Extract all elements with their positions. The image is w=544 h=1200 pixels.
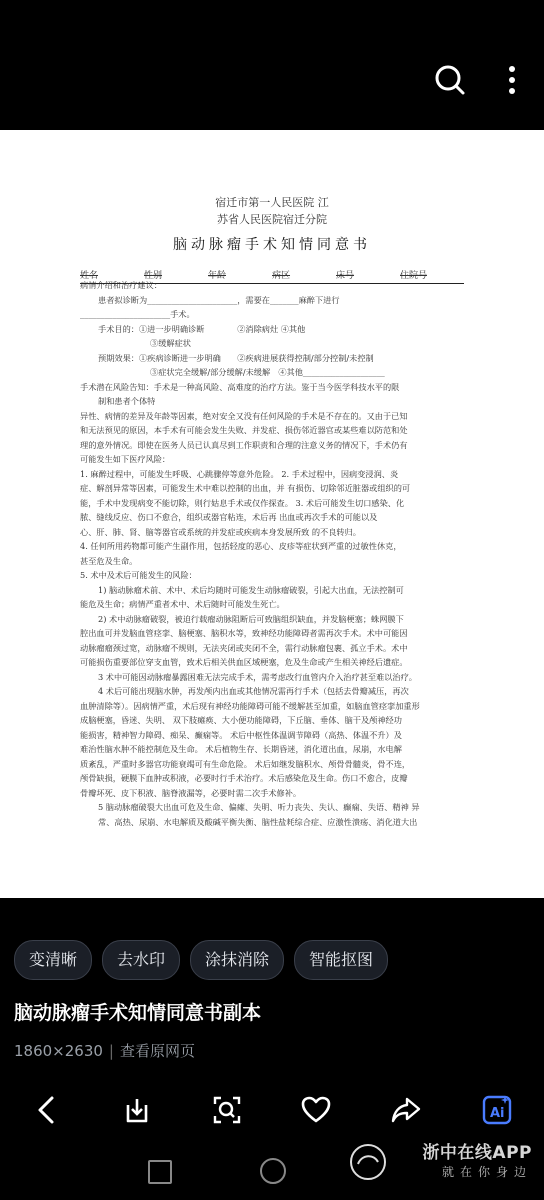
favorite-icon[interactable] [299,1093,333,1127]
body-line: 预期效果：①疾病诊断进一步明确 ②疾病进展获得控制/部分控制/未控制 [98,352,374,363]
svg-text:Ai: Ai [490,1106,505,1121]
body-line: 难治性脑水肿不能控制危及生命。 术后植物生存、长期昏迷，消化道出血，尿崩，水电解 [80,744,402,754]
watermark-slogan: 就在你身边 [441,1165,532,1179]
remove-watermark-chip[interactable]: 去水印 [102,940,180,980]
body-line: ③症状完全缓解/部分缓解/未缓解 ④其他____________________ [150,367,385,377]
body-line: 甚至危及生命。 [80,555,138,566]
ai-icon[interactable] [480,1093,514,1127]
body-line: 能，手术中发现病变不能切除，则行姑息手术或仅作探查。 3. 术后可能发生切口感染、化 [80,497,405,508]
more-options-icon[interactable] [494,62,530,98]
body-line: ③缓解症状 [150,338,191,348]
body-line: 症、解剖异常等因素，可能发生术中难以控制的出血，并 有损伤、切除邻近脏器或组织的可 [80,483,411,493]
edit-chips [14,940,388,980]
action-bar [0,1080,544,1142]
app-watermark [422,1138,532,1180]
body-line: 3 术中可能因动脉瘤暴露困难无法完成手术，需考虑改行血管内介入治疗甚至难以治疗。 [98,671,417,682]
view-source-link[interactable]: 查看原网页 [119,1042,195,1060]
download-icon[interactable] [120,1093,154,1127]
field-admission-no: 住院号 [400,271,428,281]
image-search-icon[interactable] [210,1093,244,1127]
hospital-name-line1: 宿迁市第一人民医院 江 [215,196,329,209]
body-line: 腔出血可并发脑血管痉挛、脑梗塞、脑积水等，致神经功能障碍者需再次手术。术中可能因 [80,628,408,638]
body-line: 可能发生如下医疗风险： [80,454,171,464]
share-icon[interactable] [389,1093,423,1127]
body-line: 1. 麻醉过程中，可能发生呼吸、心跳骤停等意外危险。 2. 手术过程中，因病变浸润、炎 [80,468,399,479]
image-caption: 脑动脉瘤手术知情同意书副本 [14,1002,262,1024]
image-meta [14,1040,195,1061]
body-line: 常、高热、尿崩、水电解质及酸碱平衡失衡、脑性盐耗综合症、应激性溃疡、消化道大出 [98,816,418,827]
body-line: 4. 任何所用药物都可能产生副作用，包括轻度的恶心、皮疹等症状到严重的过敏性休克， [80,541,402,551]
erase-chip[interactable]: 涂抹消除 [190,940,284,980]
home-button[interactable] [260,1158,286,1184]
body-line: 病情介绍和治疗建议： [80,280,162,290]
body-line: 成脑梗塞，昏迷、失明、 双下肢瘫痪、大小便功能障碍，下丘脑、垂体、脑干及颅神经功 [80,715,402,725]
hospital-name-line2: 苏省人民医院宿迁分院 [217,213,327,226]
body-line: 骨瓣坏死、皮下积液、脑脊液漏等，必要时需二次手术修补。 [80,787,302,798]
field-ward: 病区 [272,271,291,281]
body-line: 制和患者个体特 [98,396,156,406]
recent-apps-button[interactable] [148,1160,172,1184]
body-line: 1) 脑动脉瘤术前、术中、术后均随时可能发生动脉瘤破裂，引起大出血，无法控制可 [98,584,404,595]
body-line: 患者拟诊断为______________________，需要在_______麻醉下进行 [98,294,340,305]
field-gender: 性别 [144,271,163,281]
enhance-clarity-chip[interactable]: 变清晰 [14,940,92,980]
field-name: 姓名 [80,271,99,281]
body-line: 能损害，精神智力障碍、痴呆、癫痫等。 术后中枢性体温调节障碍（高热、体温不升）及 [80,729,402,740]
body-line: 脓、缝线反应、伤口不愈合，组织或器官粘连，术后再 出血或再次手术的可能以及 [80,512,378,522]
body-line: 手术目的：①进一步明确诊断 ②消除病灶 ④其他 [98,323,306,334]
back-icon[interactable] [30,1093,64,1127]
body-line: 4 术后可能出现脑水肿，再发颅内出血或其他情况需再行手术（包括去骨瓣减压，再次 [98,686,409,696]
meta-separator: | [108,1042,114,1060]
body-line: 可能损伤重要部位穿支血管，致术后相关供血区域梗塞，危及生命或产生相关神经后遗症。 [80,657,408,667]
body-line: 心、肝、肺、肾、脑等器官或系统的并发症或疾病本身发展所致 的不良转归。 [80,526,361,537]
body-line: 手术潜在风险告知：手术是一种高风险、高难度的治疗方法。鉴于当今医学科技水平的限 [80,381,400,392]
body-line: 5 脑动脉瘤破裂大出血可危及生命、偏瘫、失明、听力丧失、失认、癫痫、失语、精神 异 [98,802,420,812]
document-body [80,278,464,829]
body-line: 理的意外情况。即使在医务人员已认真尽到工作职责和合理的注意义务的情况下，手术仍有 [80,439,408,450]
body-line: 2) 术中动脉瘤破裂，被迫行载瘤动脉阻断后可致脑组织缺血，并发脑梗塞；蛛网膜下 [98,613,404,624]
document-image[interactable] [0,130,544,898]
body-line: 5. 术中及术后可能发生的风险： [80,570,197,580]
body-line: 颅骨缺损，硬膜下血肿或积液，必要时行手术治疗。术后感染危及生命。伤口不愈合，皮瓣 [80,773,408,783]
body-line: 异性、病情的差异及年龄等因素，绝对安全又没有任何风险的手术是不存在的。又由于已知 [80,410,408,421]
smart-cutout-chip[interactable]: 智能抠图 [294,940,388,980]
watermark-title: 浙中在线APP [422,1143,532,1163]
body-line: 能危及生命；病情严重者术中、术后随时可能发生死亡。 [80,599,285,609]
body-line: 血肿清除等）。因病情严重，术后现有神经功能障碍可能不缓解甚至加重，如脑血管痉挛加重形 [80,700,420,711]
top-bar [0,0,544,130]
search-icon[interactable] [432,62,468,98]
field-bed: 床号 [336,271,355,281]
document-title: 脑动脉瘤手术知情同意书 [173,237,371,253]
body-line: 和无法预见的原因，本手术有可能会发生失败、并发症、损伤邻近器官或某些难以防范和处 [80,425,408,435]
image-dimensions: 1860×2630 [14,1042,103,1060]
body-line: 动脉瘤瘤颈过宽，动脉瘤不规则，无法夹闭或夹闭不全，需行动脉瘤包裹、孤立手术。术中 [80,642,408,653]
field-age: 年龄 [208,271,227,281]
body-line: ______________________手术。 [80,309,195,319]
watermark-logo-icon [348,1142,388,1182]
body-line: 质紊乱，严重时多器官功能衰竭可有生命危险。 术后如继发脑积水、颅骨骨髓炎，骨不连， [80,758,411,769]
